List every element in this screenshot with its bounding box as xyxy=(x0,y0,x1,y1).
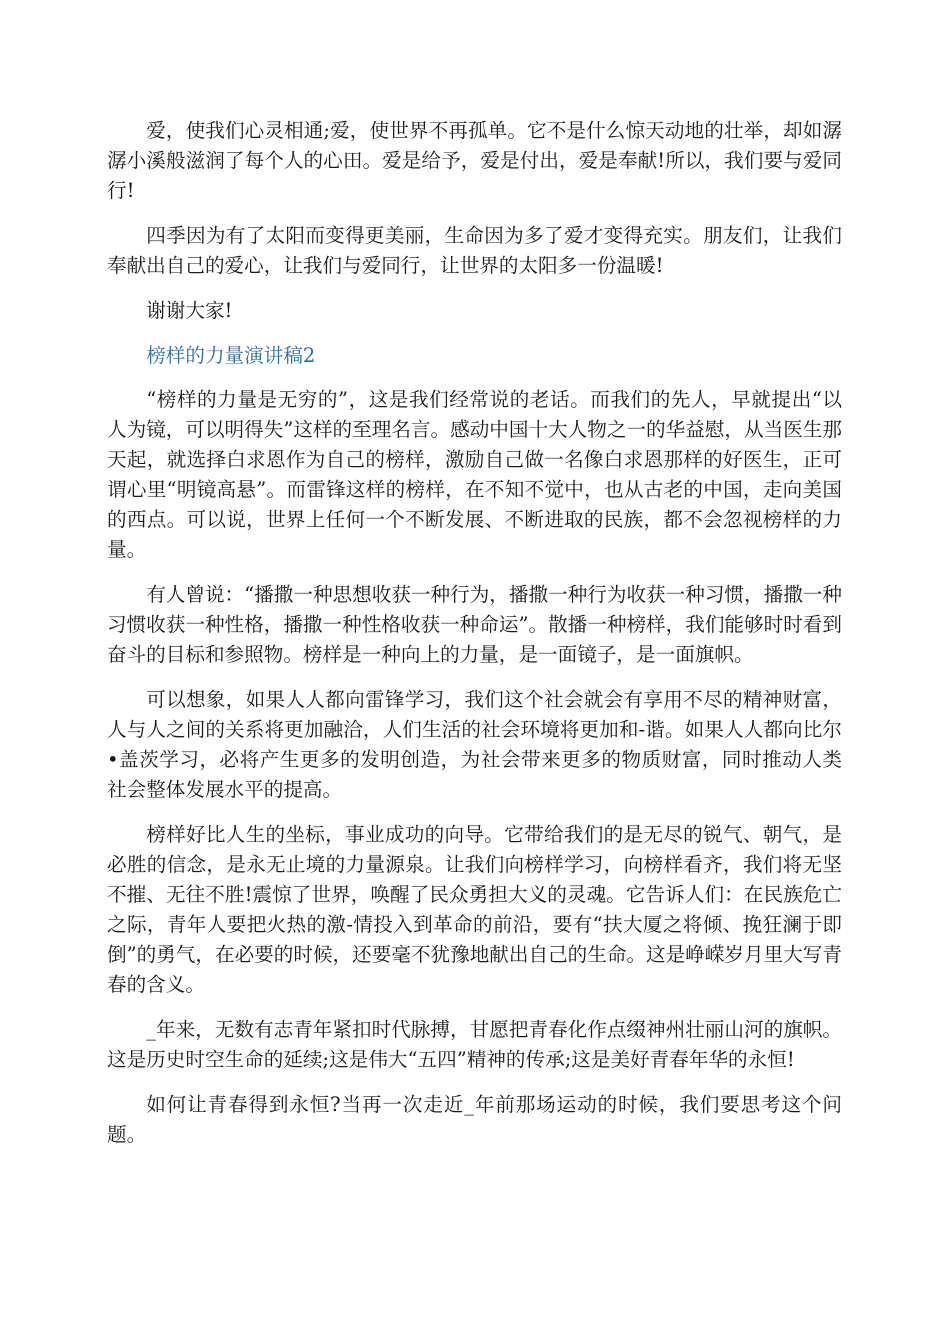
paragraph-imagine: 可以想象，如果人人都向雷锋学习，我们这个社会就会有享用不尽的精神财富，人与人之间的关系将更加融洽，人们生活的社会环境将更加和-谐。如果人人都向比尔•盖茨学习，必将产生更多的发明创造，为社会带来更多的物质财富，同时推动人类社会整体发展水平的提高。 xyxy=(107,688,842,801)
paragraph-sowing-quote: 有人曾说：“播撒一种思想收获一种行为，播撒一种行为收获一种习惯，播撒一种习惯收获一种性格，播撒一种性格收获一种命运”。散播一种榜样，我们能够时时看到奋斗的目标和参照物。榜样是一种向上的力量，是一面镜子，是一面旗帜。 xyxy=(107,583,842,666)
paragraph-role-model-power: “榜样的力量是无穷的”，这是我们经常说的老话。而我们的先人，早就提出“以人为镜，可以明得失”这样的至理名言。感动中国十大人物之一的华益慰，从当医生那天起，就选择白求恩作为自己的榜样，激励自己做一名像白求恩那样的好医生，正可谓心里“明镜高悬”。而雷锋这样的榜样，在不知不觉中，也从古老的中国，走向美国的西点。可以说，世界上任何一个不断发展、不断进取的民族，都不会忽视榜样的力量。 xyxy=(107,388,842,561)
paragraph-thanks: 谢谢大家! xyxy=(146,299,233,322)
paragraph-eternal-youth: 如何让青春得到永恒?当再一次走近_年前那场运动的时候，我们要思考这个问题。 xyxy=(107,1093,842,1146)
paragraph-love: 爱，使我们心灵相通;爱，使世界不再孤单。它不是什么惊天动地的壮举，却如潺潺小溪般滋润了每个人的心田。爱是给予，爱是付出，爱是奉献!所以，我们要与爱同行! xyxy=(107,119,842,202)
section-heading: 榜样的力量演讲稿2 xyxy=(146,344,316,367)
paragraph-seasons: 四季因为有了太阳而变得更美丽，生命因为多了爱才变得充实。朋友们，让我们奉献出自己的爱心，让我们与爱同行，让世界的太阳多一份温暖! xyxy=(107,224,842,277)
paragraph-coordinates: 榜样好比人生的坐标，事业成功的向导。它带给我们的是无尽的锐气、朝气，是必胜的信念，是永无止境的力量源泉。让我们向榜样学习，向榜样看齐，我们将无坚不摧、无往不胜!震惊了世界，唤醒了民众勇担大义的灵魂。它告诉人们：在民族危亡之际，青年人要把火热的激-情投入到革命的前沿，要有“扶大厦之将倾、挽狂澜于即倒”的勇气，在必要的时候，还要毫不犹豫地献出自己的生命。这是峥嵘岁月里大写青春的含义。 xyxy=(107,823,842,996)
paragraph-youth-years: _年来，无数有志青年紧扣时代脉搏，甘愿把青春化作点缀神州壮丽山河的旗帜。这是历史时空生命的延续;这是伟大“五四”精神的传承;这是美好青春年华的永恒! xyxy=(107,1018,842,1071)
document-body xyxy=(107,116,842,1165)
